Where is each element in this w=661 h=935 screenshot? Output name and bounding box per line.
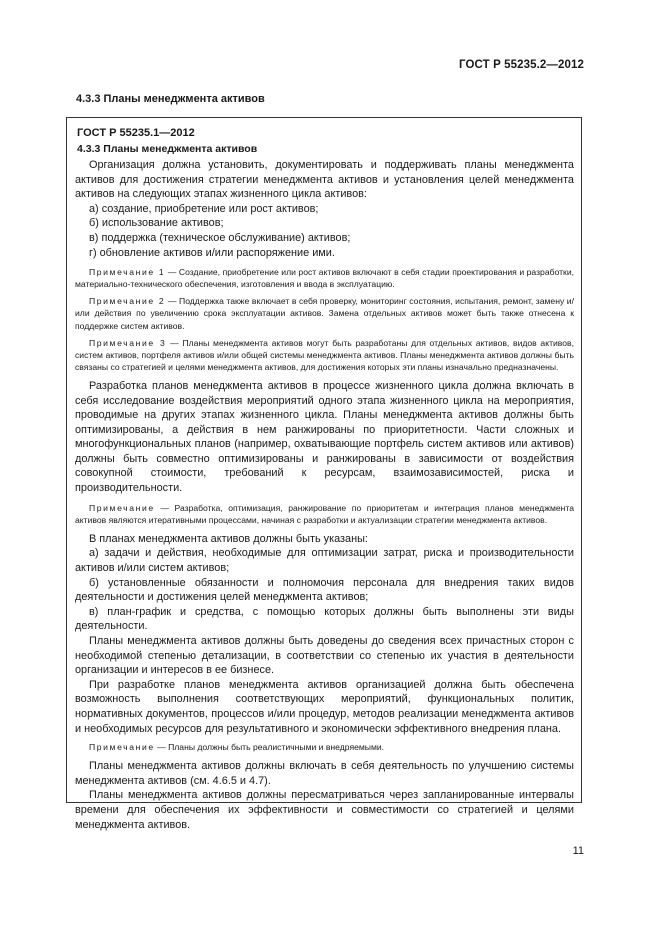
review-paragraph: Планы менеджмента активов должны пересматриваться через запланированные интервалы времени для обеспечения их эффективности и совместимости со стратегией и целями менеджмента активов.: [75, 789, 574, 831]
stage-item: б) использование активов;: [89, 217, 224, 230]
note-1: [75, 266, 574, 290]
note-text: — Создание, приобретение или рост активов включают в себя стадии проектирования и разработки, материально-технического обеспечения, изготовления и ввода в эксплуатацию.: [75, 267, 575, 290]
standard-reference: ГОСТ Р 55235.1—2012: [77, 127, 195, 139]
note-3: [75, 337, 574, 373]
resources-paragraph: При разработке планов менеджмента активов организацией должна быть обеспечена возможность выполнения соответствующих мероприятий, функциональных политик, нормативных документов, процессов и/или процедур, методов реализации менеджмента активов и необходимых ресурсов для результативного и экономически эффективного внедрения плана.: [75, 678, 574, 735]
stage-item: г) обновление активов и/или распоряжение ими.: [89, 246, 335, 259]
document-code: ГОСТ Р 55235.2—2012: [459, 59, 584, 71]
development-paragraph: Разработка планов менеджмента активов в процессе жизненного цикла должна включать в себя исследование воздействия мероприятий одного этапа жизненного цикла на мероприятия, проводимые на других этапах жизненного цикла. Планы менеджмента активов должны быть оптимизированы, а действия в нем ранжированы по приоритетности. Части сложных и многофункциональных планов (например, охватывающие портфель систем активов или активов) должны быть совместно оптимизированы и ранжированы в зависимости от воздействия совокупной стоимости, требований к ресурсам, взаимозависимостей, риска и производительности.: [75, 379, 574, 495]
note-label: Примечание 1: [89, 267, 166, 278]
plans-item: б) установленные обязанности и полномочия персонала для внедрения таких видов деятельности и достижения целей менеджмента активов;: [75, 576, 574, 604]
note-label: Примечание: [89, 502, 155, 513]
stage-item: а) создание, приобретение или рост активов;: [89, 202, 319, 215]
note-label: Примечание 2: [89, 296, 166, 307]
improvement-paragraph: Планы менеджмента активов должны включать в себя деятельность по улучшению системы менеджмента активов (см. 4.6.5 и 4.7).: [75, 760, 574, 787]
note-iterative: [75, 502, 574, 526]
note-text: — Планы должны быть реалистичными и внедряемыми.: [154, 742, 385, 753]
plans-item: а) задачи и действия, необходимые для оптимизации затрат, риска и производительности активов и/или систем активов;: [75, 547, 574, 575]
note-2: [75, 295, 574, 331]
communication-paragraph: Планы менеджмента активов должны быть доведены до сведения всех причастных сторон с необходимой степенью детализации, в соответствии со степенью их участия в деятельности организации и интересов в ее бизнесе.: [75, 635, 574, 677]
plans-intro: В планах менеджмента активов должны быть указаны:: [89, 532, 368, 545]
note-label: Примечание: [89, 742, 155, 753]
quoted-standard-box: [66, 117, 582, 831]
page-number: 11: [572, 845, 584, 857]
note-text: — Разработка, оптимизация, ранжирование по приоритетам и интеграция планов менеджмента активов являются итеративными процессами, начиная с разработки и актуализации стратегии менеджмента активов.: [75, 502, 574, 525]
note-text: — Поддержка также включает в себя проверку, мониторинг состояния, испытания, ремонт, замену и/или действия по увеличению срока эксплуатации активов. Замена отдельных активов может быть также отнесена к поддержке систем активов.: [75, 296, 574, 331]
note-text: — Планы менеджмента активов могут быть разработаны для отдельных активов, видов активов, систем активов, портфеля активов и/или общей системы менеджмента активов. Планы менеджмента активов должны быть связаны со стратегией и целями менеджмента активов, для достижения которых эти планы изначально предназначены.: [75, 337, 575, 372]
intro-paragraph: Организация должна установить, документировать и поддерживать планы менеджмента активов для достижения стратегии менеджмента активов и установления целей менеджмента активов на следующих этапах жизненного цикла активов:: [75, 159, 574, 201]
section-heading: 4.3.3 Планы менеджмента активов: [76, 93, 265, 105]
plans-item: в) план-график и средства, с помощью которых должны быть выполнены эти виды деятельности.: [75, 605, 574, 633]
stage-item: в) поддержка (техническое обслуживание) активов;: [89, 231, 351, 244]
quoted-subheading: 4.3.3 Планы менеджмента активов: [77, 143, 258, 155]
note-label: Примечание 3: [89, 337, 167, 348]
note-realistic: [75, 741, 574, 753]
